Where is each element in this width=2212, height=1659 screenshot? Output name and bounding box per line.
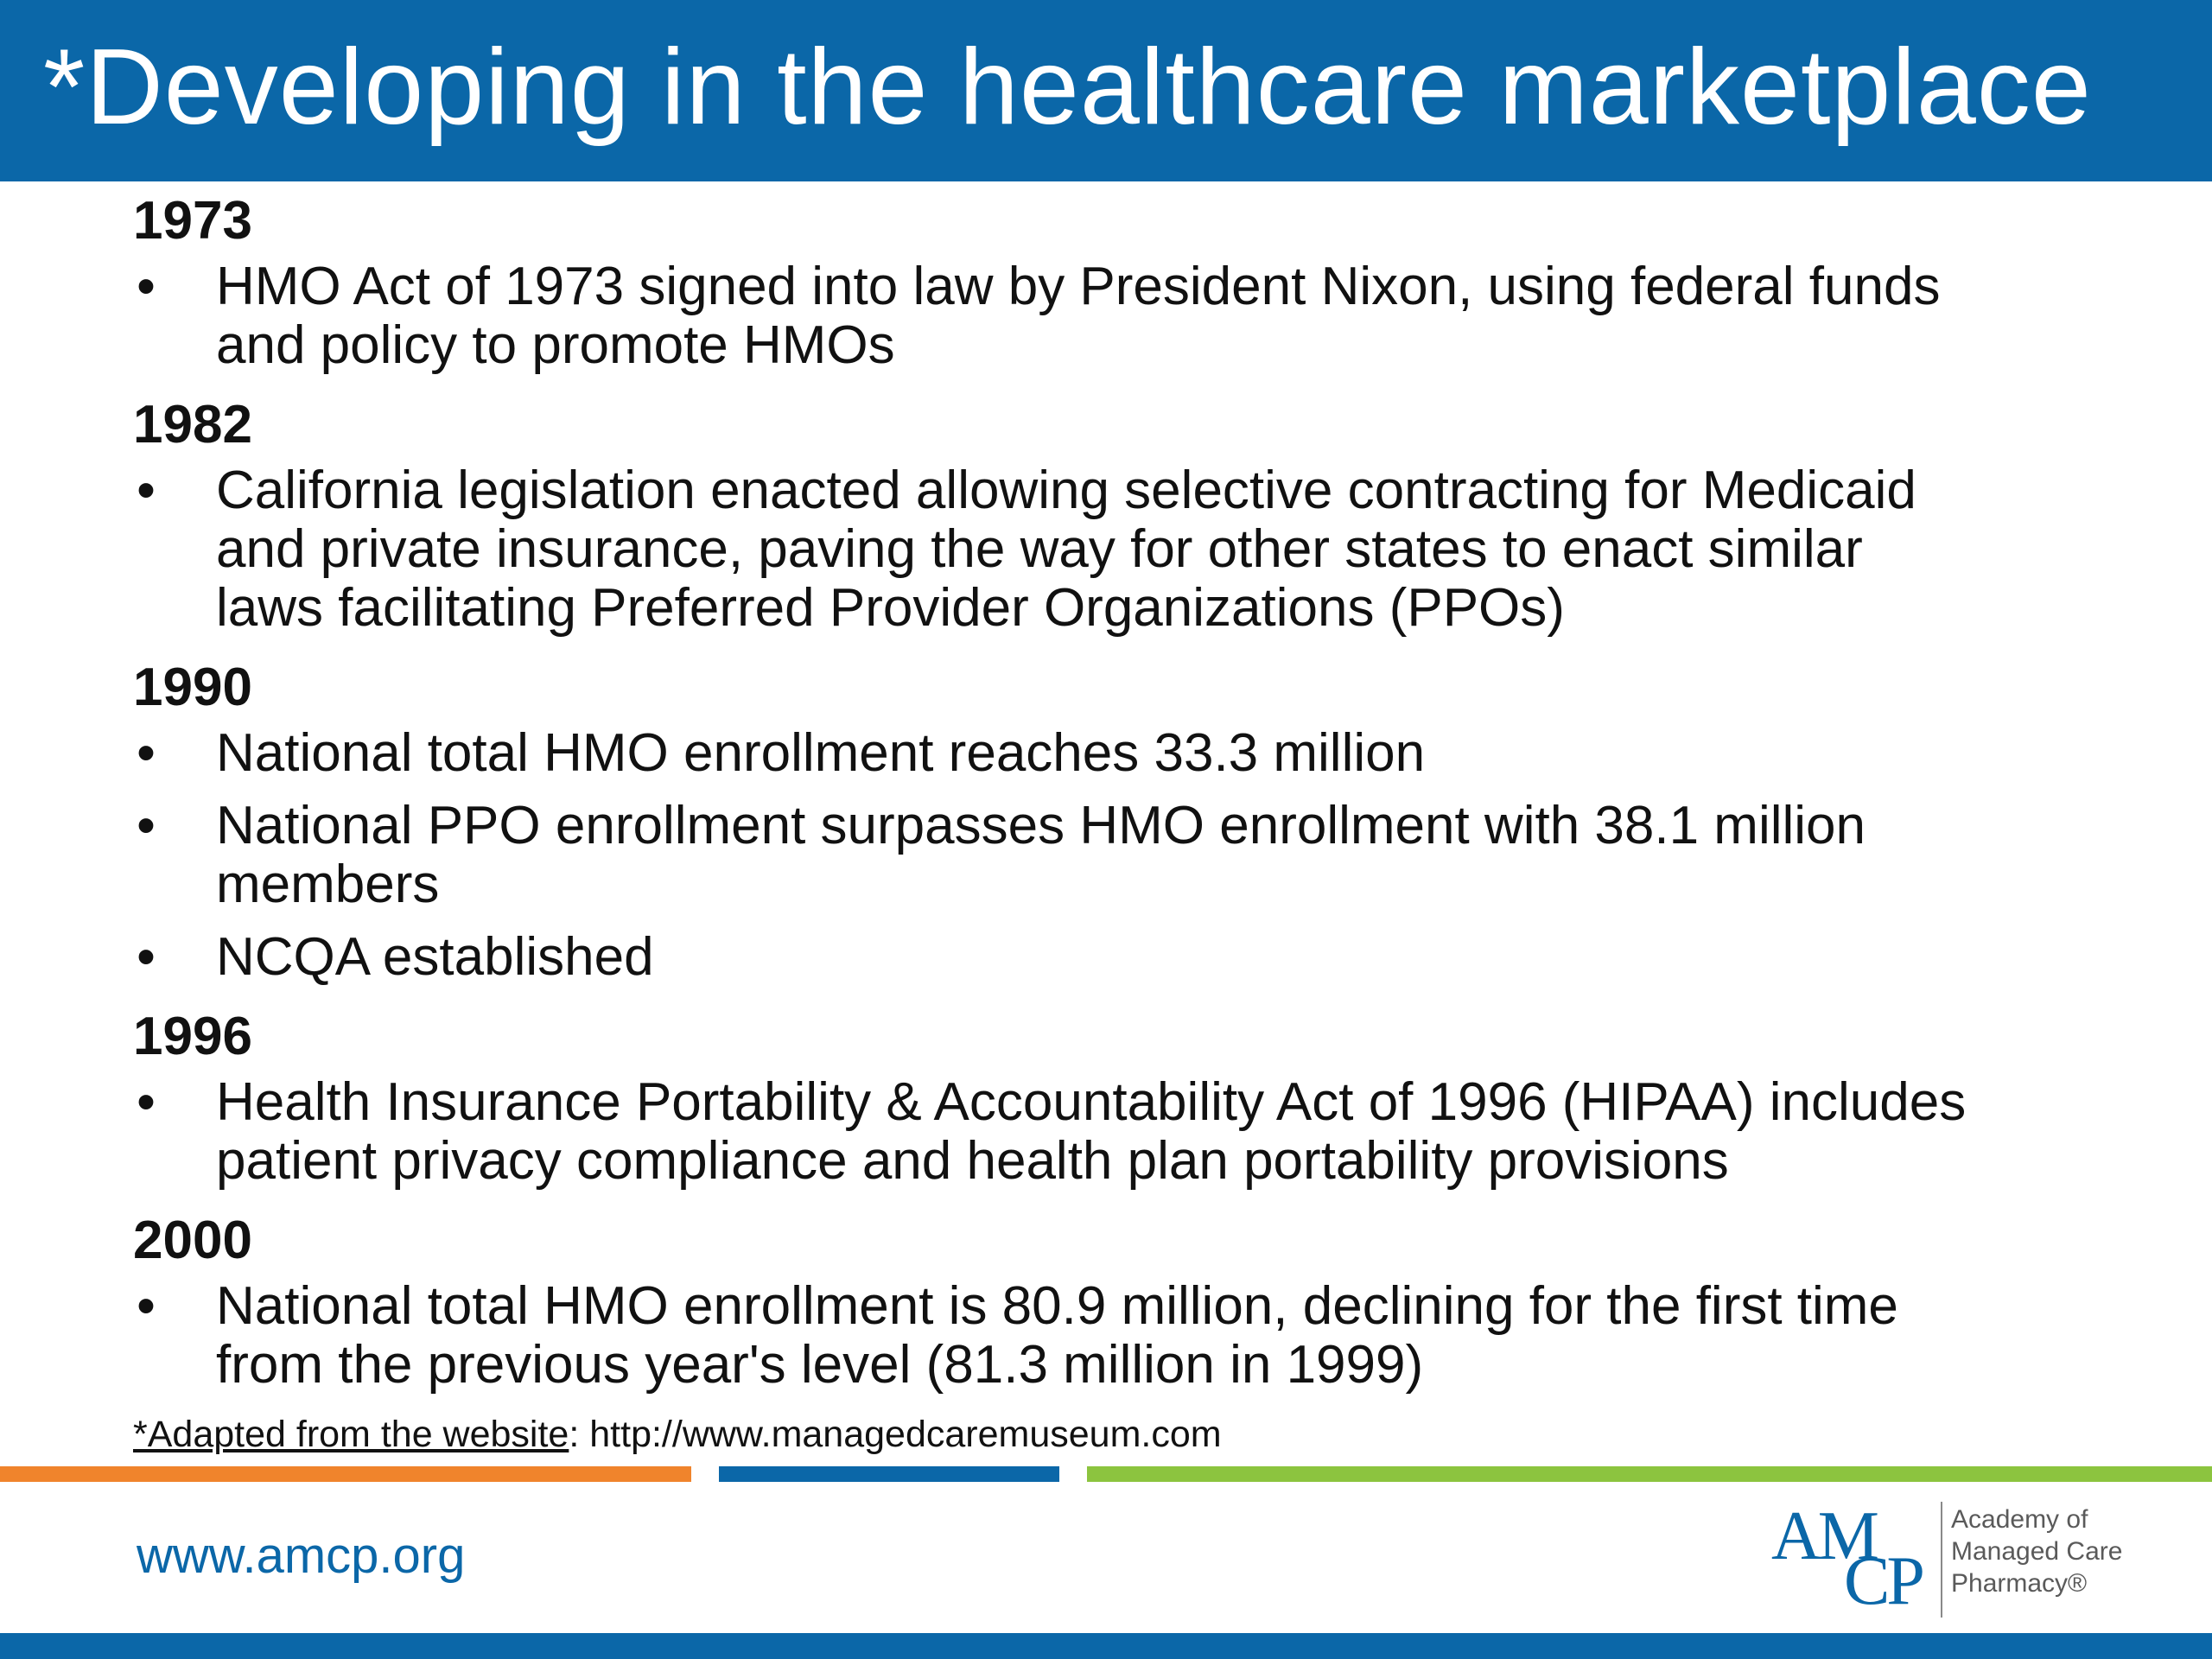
year-heading: 1973 bbox=[133, 191, 252, 251]
bullet-line: Health Insurance Portability & Accountability Act of 1996 (HIPAA) includes bbox=[216, 1072, 1967, 1132]
logo-line: Academy of bbox=[1951, 1505, 2088, 1534]
logo-mark-am: AM bbox=[1771, 1498, 1876, 1574]
timeline-section bbox=[133, 185, 2120, 375]
bullet-item bbox=[133, 724, 2120, 783]
year-heading: 1990 bbox=[133, 658, 252, 717]
source-separator: : bbox=[569, 1414, 590, 1455]
bullet-line: National total HMO enrollment reaches 33.3 million bbox=[216, 723, 1426, 783]
bullet-dot-icon: • bbox=[137, 1072, 156, 1132]
amcp-logo bbox=[1771, 1495, 2177, 1624]
bullet-line: National PPO enrollment surpasses HMO enrollment with 38.1 million bbox=[216, 796, 1866, 855]
year-heading: 1996 bbox=[133, 1007, 252, 1066]
bullet-list bbox=[133, 257, 2120, 375]
source-url: http://www.managedcaremuseum.com bbox=[589, 1414, 1222, 1455]
bullet-item bbox=[133, 1277, 2120, 1395]
bullet-dot-icon: • bbox=[137, 723, 156, 783]
bullet-list bbox=[133, 724, 2120, 987]
bullet-dot-icon: • bbox=[137, 1276, 156, 1336]
logo-divider bbox=[1941, 1502, 1942, 1618]
bullet-dot-icon: • bbox=[137, 796, 156, 855]
year-heading: 2000 bbox=[133, 1211, 252, 1270]
timeline-content bbox=[133, 185, 2120, 1408]
bullet-list bbox=[133, 461, 2120, 638]
bullet-line: National total HMO enrollment is 80.9 million, declining for the first time bbox=[216, 1276, 1898, 1336]
bullet-list bbox=[133, 1073, 2120, 1191]
timeline-section bbox=[133, 652, 2120, 987]
source-label: *Adapted from the website bbox=[133, 1414, 569, 1455]
logo-mark bbox=[1771, 1495, 1931, 1624]
bullet-list bbox=[133, 1277, 2120, 1395]
bullet-line: California legislation enacted allowing selective contracting for Medicaid bbox=[216, 461, 1916, 520]
logo-text bbox=[1951, 1503, 2122, 1599]
bullet-line: patient privacy compliance and health plan portability provisions bbox=[216, 1131, 1729, 1191]
timeline-section bbox=[133, 389, 2120, 638]
bullet-line: members bbox=[216, 855, 440, 914]
bullet-dot-icon: • bbox=[137, 461, 156, 520]
bullet-line: laws facilitating Preferred Provider Organizations (PPOs) bbox=[216, 578, 1565, 638]
timeline-section bbox=[133, 1001, 2120, 1191]
timeline-section bbox=[133, 1205, 2120, 1395]
logo-mark-cp: CP bbox=[1844, 1543, 1922, 1619]
bullet-line: and policy to promote HMOs bbox=[216, 315, 895, 375]
source-note bbox=[133, 1410, 1222, 1459]
website-text: www.amcp.org bbox=[137, 1528, 466, 1584]
bullet-line: HMO Act of 1973 signed into law by President Nixon, using federal funds bbox=[216, 257, 1941, 316]
logo-line: Managed Care bbox=[1951, 1537, 2123, 1566]
bullet-item bbox=[133, 928, 2120, 987]
bullet-line: and private insurance, paving the way for other states to enact similar bbox=[216, 519, 1863, 579]
bullet-item bbox=[133, 461, 2120, 638]
bullet-item bbox=[133, 797, 2120, 914]
bullet-dot-icon: • bbox=[137, 257, 156, 316]
slide-title: *Developing in the healthcare marketplace bbox=[43, 28, 2092, 147]
orange-divider bbox=[0, 1466, 691, 1482]
year-heading: 1982 bbox=[133, 395, 252, 454]
title-banner bbox=[0, 0, 2212, 181]
logo-line: Pharmacy® bbox=[1951, 1569, 2088, 1598]
bullet-line: from the previous year's level (81.3 million in 1999) bbox=[216, 1335, 1424, 1395]
bullet-dot-icon: • bbox=[137, 927, 156, 987]
green-divider bbox=[1087, 1466, 2212, 1482]
bullet-item bbox=[133, 257, 2120, 375]
footer-bar bbox=[0, 1633, 2212, 1659]
bullet-item bbox=[133, 1073, 2120, 1191]
bullet-line: NCQA established bbox=[216, 927, 654, 987]
blue-divider bbox=[719, 1466, 1059, 1482]
